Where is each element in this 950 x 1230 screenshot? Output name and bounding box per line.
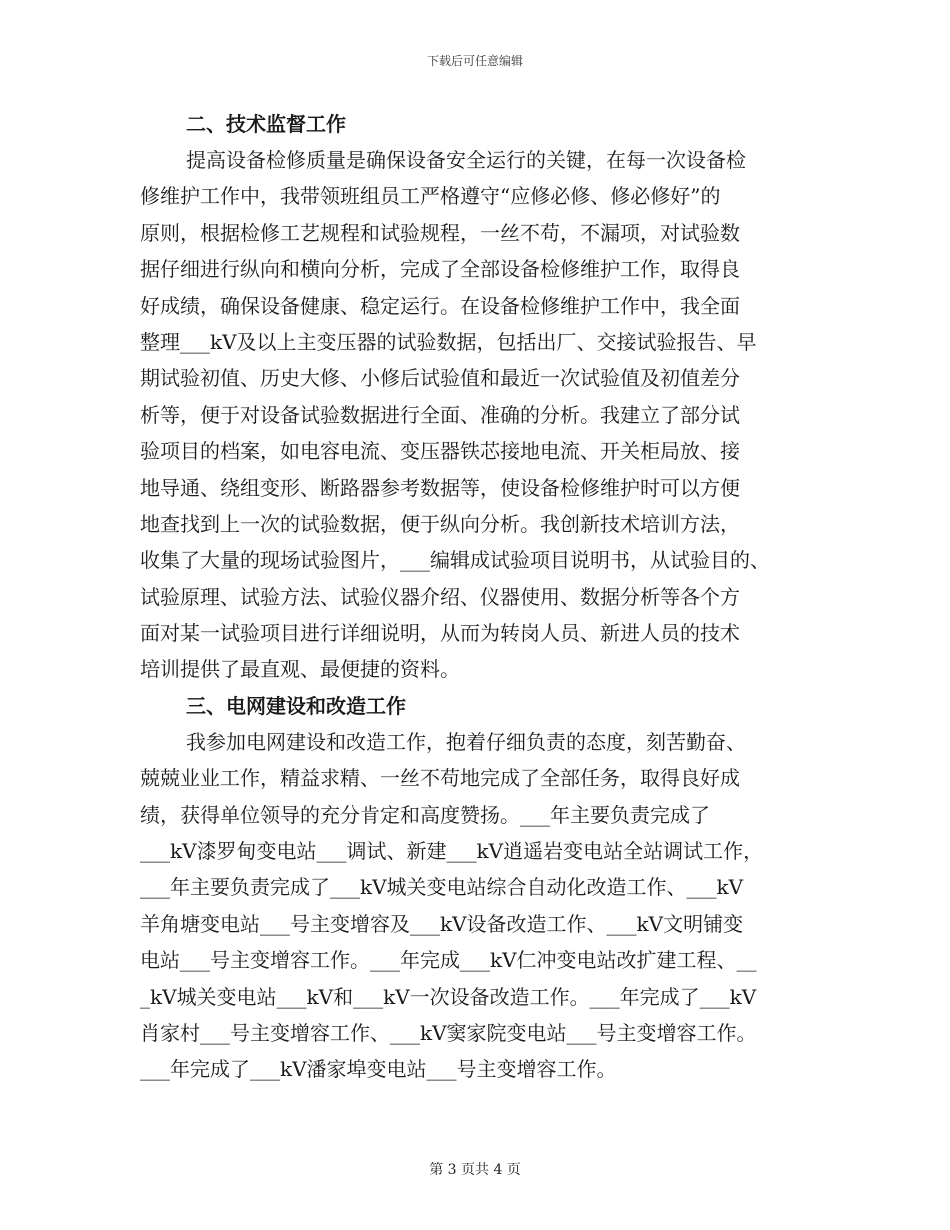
paragraph-line: 肖家村___号主变增容工作、___kV窦家院变电站___号主变增容工作。 bbox=[140, 1020, 757, 1045]
paragraph-line: ___kV漆罗甸变电站___调试、新建___kV逍遥岩变电站全站调试工作， bbox=[140, 839, 764, 864]
paragraph-line: _kV城关变电站___kV和___kV一次设备改造工作。___年完成了___kV bbox=[140, 984, 757, 1009]
paragraph-line: 期试验初值、历史大修、小修后试验值和最近一次试验值及初值差分 bbox=[140, 366, 740, 391]
paragraph-line: 面对某一试验项目进行详细说明，从而为转岗人员、新进人员的技术 bbox=[140, 621, 740, 646]
paragraph-line: 提高设备检修质量是确保设备安全运行的关键，在每一次设备检 bbox=[186, 148, 746, 172]
paragraph-line: 电站___号主变增容工作。___年完成___kV仁冲变电站改扩建工程、__ bbox=[140, 948, 757, 973]
page-header: 下载后可任意编辑 bbox=[426, 54, 523, 68]
page-footer-page-number: 第 3 页共 4 页 bbox=[429, 1162, 521, 1178]
paragraph-line: 培训提供了最直观、最便捷的资料。 bbox=[140, 657, 460, 682]
paragraph-line: 修维护工作中，我带领班组员工严格遵守“应修必修、修必修好”的 bbox=[140, 184, 721, 209]
paragraph-line: 好成绩，确保设备健康、稳定运行。在设备检修维护工作中，我全面 bbox=[140, 293, 740, 318]
paragraph-line: 析等，便于对设备试验数据进行全面、准确的分析。我建立了部分试 bbox=[140, 402, 740, 427]
paragraph-line: 地导通、绕组变形、断路器参考数据等，使设备检修维护时可以方便 bbox=[140, 475, 740, 500]
paragraph-line: 原则，根据检修工艺规程和试验规程，一丝不苟，不漏项，对试验数 bbox=[140, 220, 740, 245]
paragraph-line: 验项目的档案，如电容电流、变压器铁芯接地电流、开关柜局放、接 bbox=[140, 439, 740, 464]
paragraph-line: 兢兢业业工作，精益求精、一丝不苟地完成了全部任务，取得良好成 bbox=[140, 766, 740, 791]
paragraph-line: 羊角塘变电站___号主变增容及___kV设备改造工作、___kV文明铺变 bbox=[140, 911, 744, 936]
section-heading-grid-construction: 三、电网建设和改造工作 bbox=[186, 693, 406, 718]
paragraph-line: 据仔细进行纵向和横向分析，完成了全部设备检修维护工作，取得良 bbox=[140, 257, 740, 282]
document-body bbox=[140, 106, 815, 1088]
paragraph-line: 地查找到上一次的试验数据，便于纵向分析。我创新技术培训方法， bbox=[140, 511, 740, 536]
paragraph-line: 绩，获得单位领导的充分肯定和高度赞扬。___年主要负责完成了 bbox=[140, 802, 710, 827]
paragraph-line: 收集了大量的现场试验图片，___编辑成试验项目说明书，从试验目的、 bbox=[140, 548, 770, 573]
paragraph-line: 试验原理、试验方法、试验仪器介绍、仪器使用、数据分析等各个方 bbox=[140, 584, 740, 609]
paragraph-line: 我参加电网建设和改造工作，抱着仔细负责的态度，刻苦勤奋、 bbox=[186, 729, 746, 754]
paragraph-line: ___年主要负责完成了___kV城关变电站综合自动化改造工作、___kV bbox=[140, 875, 744, 900]
paragraph-line: ___年完成了___kV潘家埠变电站___号主变增容工作。 bbox=[140, 1057, 617, 1082]
paragraph-line: 整理___kV及以上主变压器的试验数据，包括出厂、交接试验报告、早 bbox=[140, 329, 757, 354]
section-heading-technical-supervision: 二、技术监督工作 bbox=[186, 112, 346, 136]
